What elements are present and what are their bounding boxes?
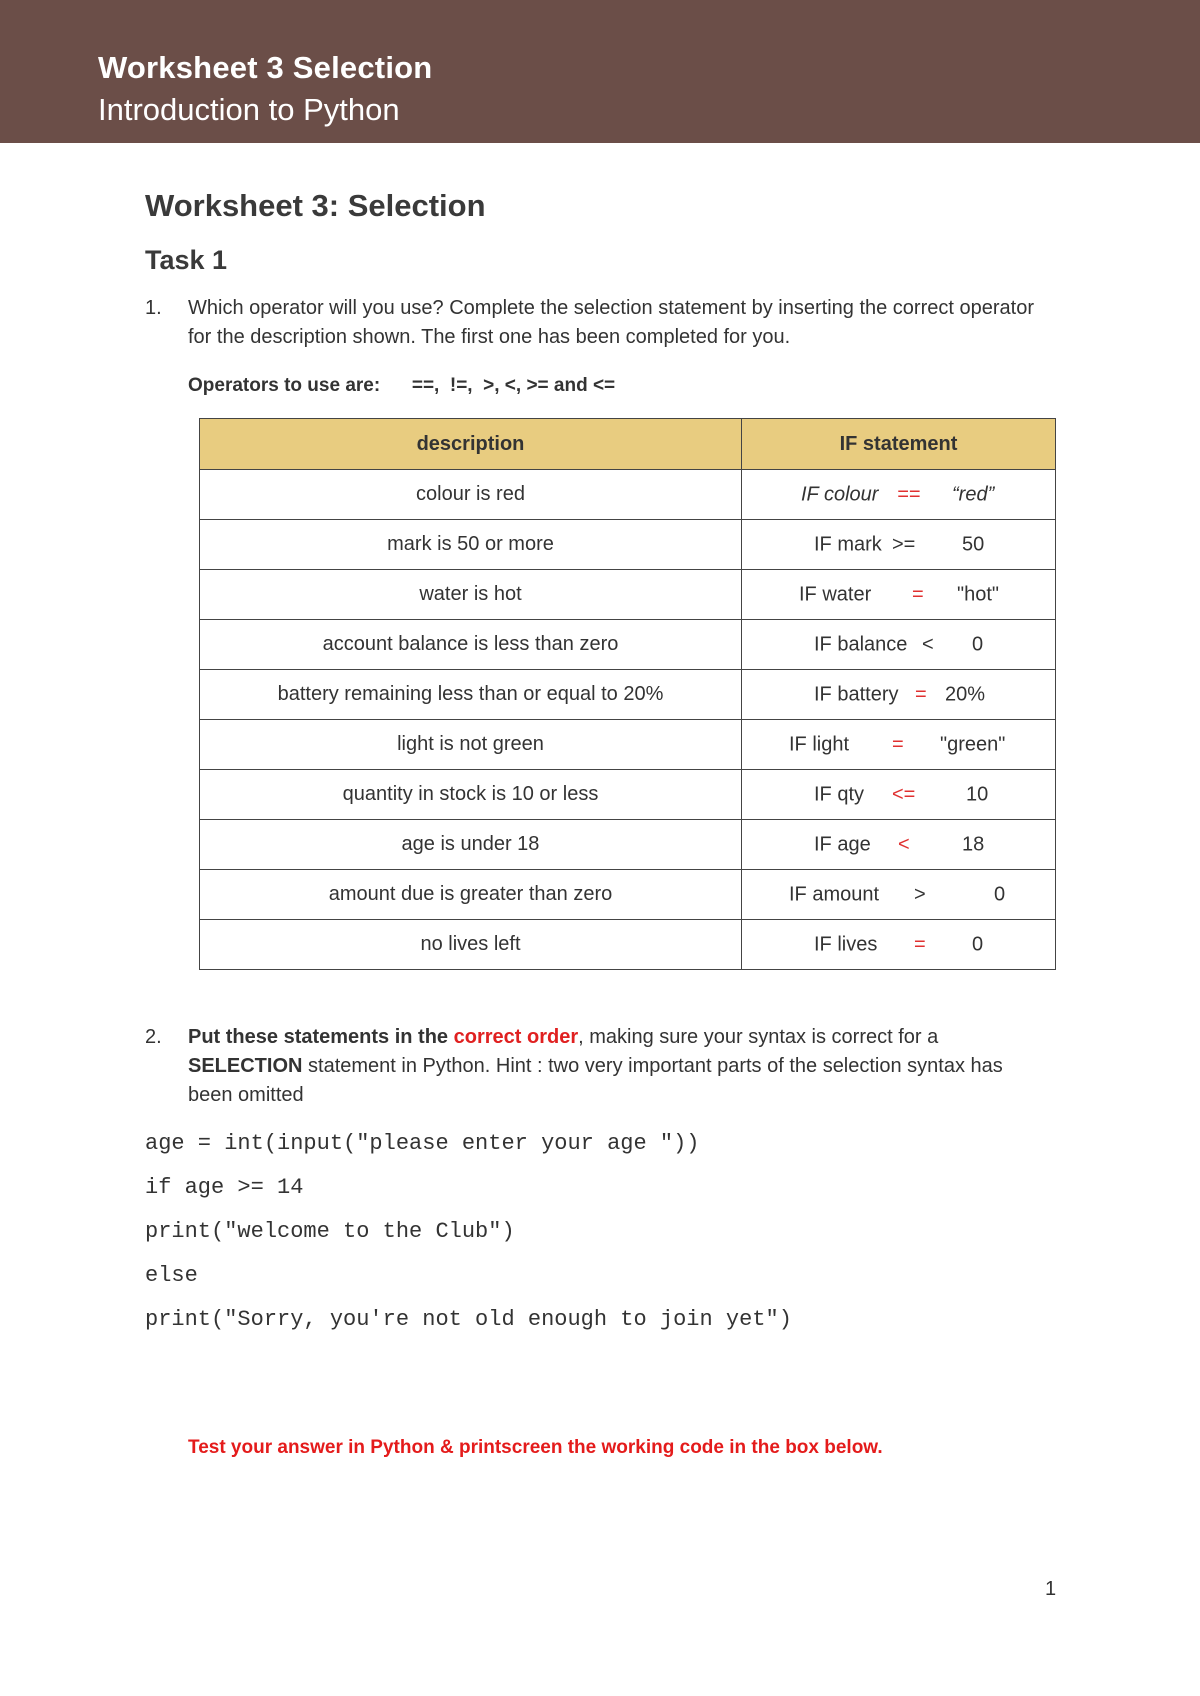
if-keyword: IF colour [801, 483, 879, 505]
if-keyword: IF water [799, 583, 872, 605]
if-operator: <= [892, 783, 916, 805]
header-title: Worksheet 3 Selection [98, 50, 433, 85]
page-number: 1 [1045, 1578, 1057, 1600]
if-statement-cell [742, 670, 1056, 720]
if-statement-cell [742, 470, 1056, 520]
table-row [200, 920, 1056, 970]
question-2-red-phrase: correct order [453, 1026, 579, 1048]
column-header-description: description [200, 419, 742, 470]
if-keyword: IF light [789, 733, 850, 755]
if-operator: = [914, 933, 926, 955]
question-2-rest: statement in Python. Hint : two very important parts of the selection syntax has been omitted [188, 1055, 1003, 1106]
table-row [200, 770, 1056, 820]
question-2-number: 2. [145, 1026, 162, 1048]
code-line: else [145, 1263, 198, 1288]
description-cell: water is hot [200, 570, 742, 620]
question-2-text [188, 1023, 1048, 1110]
if-operator: == [897, 483, 921, 505]
if-statement-cell [742, 770, 1056, 820]
if-value: "green" [940, 733, 1006, 755]
header-subtitle: Introduction to Python [98, 92, 400, 127]
question-1-number: 1. [145, 297, 162, 319]
if-value: "hot" [957, 583, 1000, 605]
operator-table [199, 418, 1056, 970]
description-cell: quantity in stock is 10 or less [200, 770, 742, 820]
column-header-if-statement: IF statement [742, 419, 1056, 470]
code-line: age = int(input("please enter your age ")) [145, 1131, 700, 1156]
description-cell: age is under 18 [200, 820, 742, 870]
description-cell: battery remaining less than or equal to 20% [200, 670, 742, 720]
if-statement-cell [742, 720, 1056, 770]
task-heading: Task 1 [145, 245, 228, 275]
code-line: if age >= 14 [145, 1175, 304, 1200]
if-value: 18 [962, 833, 985, 855]
if-keyword: IF balance [814, 633, 908, 655]
if-operator: = [892, 733, 904, 755]
if-statement-cell [742, 520, 1056, 570]
if-statement-cell [742, 620, 1056, 670]
if-value: 0 [972, 633, 984, 655]
if-statement-cell [742, 820, 1056, 870]
header-banner [0, 0, 1200, 143]
table-row [200, 570, 1056, 620]
if-value: “red” [952, 483, 995, 505]
if-value: 0 [994, 883, 1006, 905]
question-2-after-red: , making sure your syntax is correct for a [578, 1026, 939, 1048]
question-2-bold-word: SELECTION [188, 1055, 303, 1077]
if-statement-cell [742, 570, 1056, 620]
table-header-row [200, 419, 1056, 470]
if-keyword: IF qty [814, 783, 865, 805]
question-1-text: Which operator will you use? Complete the selection statement by inserting the correct operator for the description shown. The first one has been completed for you. [188, 297, 1034, 348]
table-row [200, 620, 1056, 670]
code-line: print("welcome to the Club") [145, 1219, 515, 1244]
if-statement-cell [742, 920, 1056, 970]
if-operator: >= [892, 533, 916, 555]
if-value: 50 [962, 533, 985, 555]
table-row [200, 470, 1056, 520]
description-cell: colour is red [200, 470, 742, 520]
description-cell: amount due is greater than zero [200, 870, 742, 920]
if-value: 10 [966, 783, 989, 805]
description-cell: light is not green [200, 720, 742, 770]
instruction-note: Test your answer in Python & printscreen the working code in the box below. [188, 1437, 883, 1458]
table-row [200, 870, 1056, 920]
if-keyword: IF battery [814, 683, 899, 705]
table-row [200, 720, 1056, 770]
if-keyword: IF amount [789, 883, 880, 905]
if-keyword: IF lives [814, 933, 878, 955]
description-cell: account balance is less than zero [200, 620, 742, 670]
if-operator: > [914, 883, 926, 905]
table-row [200, 520, 1056, 570]
code-line: print("Sorry, you're not old enough to join yet") [145, 1307, 792, 1332]
table-row [200, 820, 1056, 870]
description-cell: mark is 50 or more [200, 520, 742, 570]
if-value: 0 [972, 933, 984, 955]
description-cell: no lives left [200, 920, 742, 970]
if-operator: < [898, 833, 910, 855]
if-keyword: IF mark [814, 533, 882, 555]
table-row [200, 670, 1056, 720]
question-2-bold-start: Put these statements in the [188, 1026, 454, 1048]
if-keyword: IF age [814, 833, 871, 855]
page-title: Worksheet 3: Selection [145, 188, 486, 223]
if-operator: = [915, 683, 927, 705]
operators-line: Operators to use are: ==, !=, >, <, >= and <= [188, 375, 616, 396]
if-statement-cell [742, 870, 1056, 920]
if-operator: = [912, 583, 924, 605]
if-value: 20% [945, 683, 986, 705]
if-operator: < [922, 633, 934, 655]
